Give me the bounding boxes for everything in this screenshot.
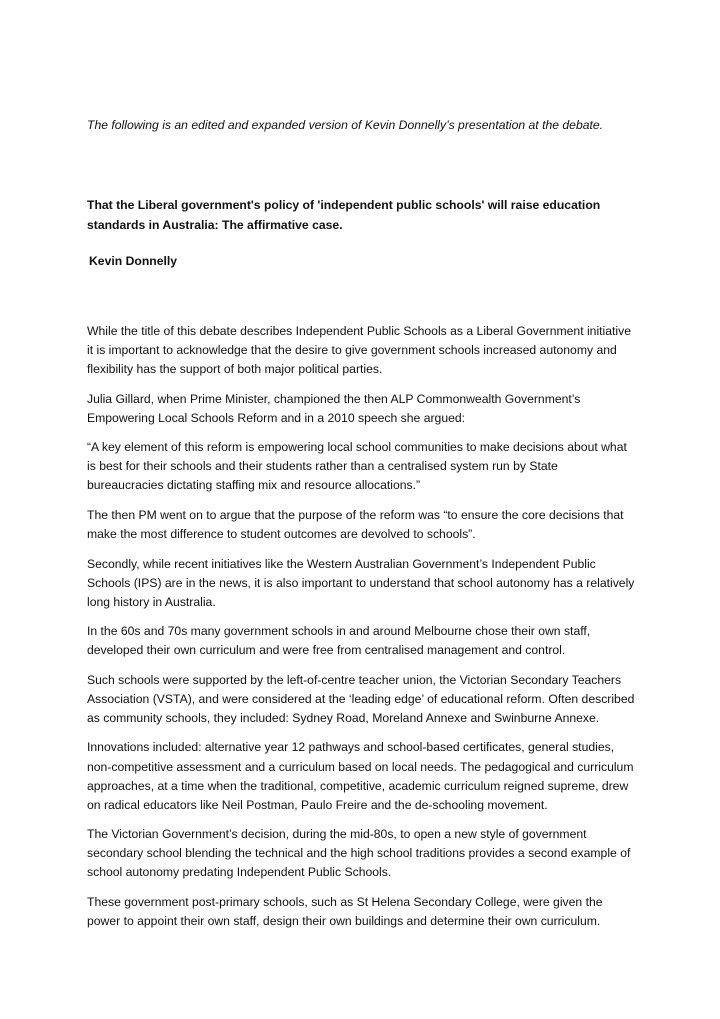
paragraph: The then PM went on to argue that the purpose of the reform was “to ensure the core decisions that make the most difference to student outcomes are devolved to schools”.	[87, 507, 624, 542]
intro-note: The following is an edited and expanded version of Kevin Donnelly’s presentation at the debate.	[87, 118, 604, 132]
paragraph: Such schools were supported by the left-of-centre teacher union, the Victorian Secondary Teachers Association (VSTA), and were considered at the ‘leading edge’ of educational reform. Often described as community schools, they included: Sydney Road, Moreland Annexe and Swinburne Annexe.	[87, 672, 635, 725]
document-content	[87, 116, 637, 941]
paragraph: Innovations included: alternative year 12 pathways and school-based certificates, general studies, non-competitive assessment and a curriculum based on local needs. The pedagogical and curriculum approaches, at a time when the traditional, competitive, academic curriculum reigned supreme, drew on radical educators like Neil Postman, Paulo Freire and the de-schooling movement.	[87, 740, 634, 812]
author-name: Kevin Donnelly	[89, 254, 178, 268]
paragraph: Secondly, while recent initiatives like the Western Australian Government’s Independent Public Schools (IPS) are in the news, it is also important to understand that school autonomy has a relatively long history in Australia.	[87, 556, 635, 609]
paragraph: The Victorian Government’s decision, during the mid-80s, to open a new style of government secondary school blending the technical and the high school traditions provides a second example of school autonomy predating Independent Public Schools.	[87, 827, 631, 880]
paragraph: “A key element of this reform is empowering local school communities to make decisions about what is best for their schools and their students rather than a centralised system run by State bureaucracies dictating staffing mix and resource allocations.”	[87, 440, 627, 493]
debate-title: That the Liberal government's policy of 'independent public schools' will raise education standards in Australia: The affirmative case.	[87, 198, 601, 232]
paragraph: While the title of this debate describes Independent Public Schools as a Liberal Government initiative it is important to acknowledge that the desire to give government schools increased autonomy and flexibility has the support of both major political parties.	[87, 324, 632, 377]
body-text	[87, 322, 637, 931]
paragraph: These government post-primary schools, such as St Helena Secondary College, were given the power to appoint their own staff, design their own buildings and determine their own curriculum.	[87, 894, 603, 928]
paragraph: In the 60s and 70s many government schools in and around Melbourne chose their own staff, developed their own curriculum and were free from centralised management and control.	[87, 624, 591, 658]
paragraph: Julia Gillard, when Prime Minister, championed the then ALP Commonwealth Government’s Empowering Local Schools Reform and in a 2010 speech she argued:	[87, 391, 581, 425]
